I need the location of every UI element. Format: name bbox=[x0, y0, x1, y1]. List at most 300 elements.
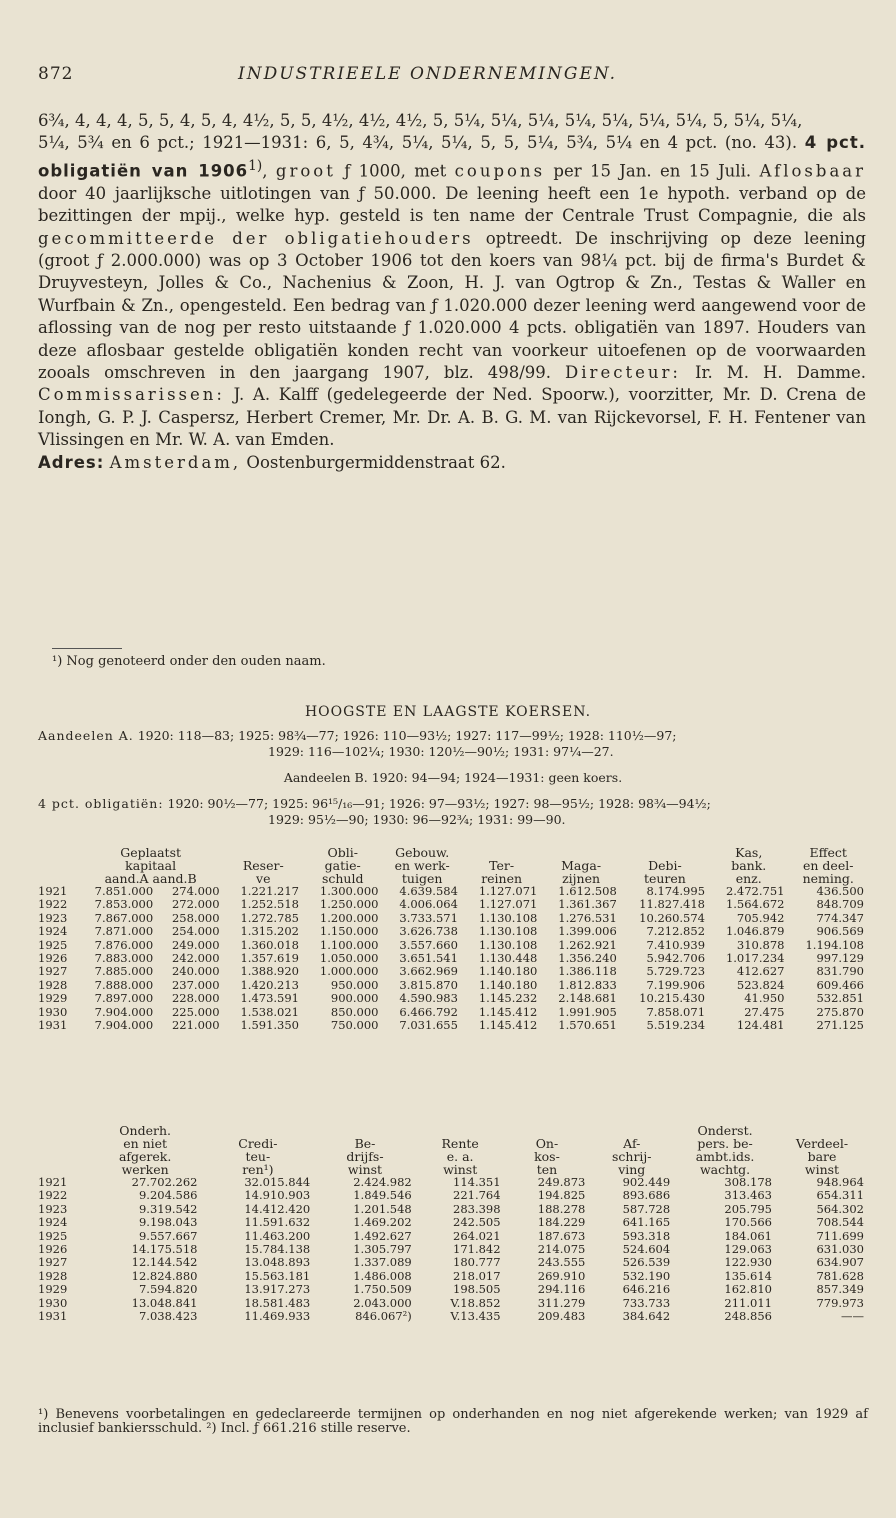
koersen-a-label: Aandeelen A. bbox=[38, 728, 134, 743]
results-cell: 733.733 bbox=[622, 1295, 671, 1310]
balance-row bbox=[38, 898, 868, 911]
balance-cell: 848.709 bbox=[816, 897, 864, 912]
results-column-header: ving bbox=[618, 1162, 646, 1177]
results-column-header: Af- bbox=[623, 1136, 641, 1151]
balance-cell: 1.145.412 bbox=[478, 1018, 538, 1033]
results-row bbox=[38, 1256, 868, 1269]
results-row bbox=[38, 1243, 868, 1256]
results-cell: 781.628 bbox=[816, 1268, 864, 1283]
results-column-header: winst bbox=[347, 1162, 383, 1177]
results-row bbox=[38, 1270, 868, 1283]
results-column-header: bare bbox=[807, 1149, 837, 1164]
balance-column-header: reinen bbox=[481, 871, 523, 886]
balance-cell: 997.129 bbox=[816, 951, 864, 966]
balance-cell: 2.148.681 bbox=[558, 991, 617, 1006]
balance-year-cell: 1927 bbox=[38, 964, 68, 979]
results-cell: 7.038.423 bbox=[138, 1309, 198, 1324]
balance-cell: 27.475 bbox=[744, 1004, 785, 1019]
balance-cell: 228.000 bbox=[171, 991, 220, 1006]
koersen-obl-label: 4 pct. obligatiën: bbox=[38, 796, 164, 811]
balance-cell: 7.858.071 bbox=[646, 1004, 706, 1019]
balance-cell: 1.127.071 bbox=[478, 897, 538, 912]
balance-column-header: ve bbox=[256, 871, 271, 886]
results-cell: 187.673 bbox=[537, 1228, 586, 1243]
balance-cell: 7.212.852 bbox=[646, 924, 706, 939]
results-cell: 15.784.138 bbox=[244, 1242, 311, 1257]
results-column-header bbox=[38, 1150, 89, 1163]
balance-cell: 609.466 bbox=[816, 977, 864, 992]
balance-cell: 1.360.018 bbox=[240, 937, 299, 952]
results-cell: 135.614 bbox=[724, 1268, 772, 1283]
balance-column-header: Reser- bbox=[242, 858, 284, 873]
balance-cell: 1.017.234 bbox=[725, 951, 785, 966]
balance-cell: 3.815.870 bbox=[399, 977, 458, 992]
results-row bbox=[38, 1203, 868, 1216]
results-year-cell: 1927 bbox=[38, 1255, 68, 1270]
balance-cell: 532.851 bbox=[816, 991, 864, 1006]
balance-row bbox=[38, 1019, 868, 1032]
running-title: INDUSTRIEELE ONDERNEMINGEN. bbox=[238, 64, 618, 84]
results-cell: 9.557.667 bbox=[138, 1228, 198, 1243]
balance-cell: 1.250.000 bbox=[319, 897, 379, 912]
balance-cell: 7.851.000 bbox=[94, 884, 154, 898]
bond-text-1: ƒ 1000, met bbox=[335, 161, 455, 181]
results-cell: 283.398 bbox=[453, 1201, 501, 1216]
results-cell: 1.750.509 bbox=[353, 1282, 412, 1297]
results-row bbox=[38, 1283, 868, 1296]
balance-cell: 7.867.000 bbox=[94, 910, 154, 925]
results-column-header: ten bbox=[536, 1162, 558, 1177]
balance-year-cell: 1922 bbox=[38, 897, 68, 912]
balance-cell: 523.824 bbox=[736, 977, 785, 992]
balance-year-cell: 1925 bbox=[38, 937, 68, 952]
balance-cell: 7.883.000 bbox=[94, 951, 154, 966]
dividend-line-2-text: 5¼, 5¾ en 6 pct.; 1921—1931: 6, 5, 4¾, 5¼, 5¼, 5, 5, 5¼, 5¾, 5¼ en 4 pct. (no. 43). bbox=[38, 133, 798, 153]
results-cell: 184.229 bbox=[537, 1215, 586, 1230]
balance-column-header: Gebouw. bbox=[395, 845, 450, 860]
results-cell: 1.337.089 bbox=[353, 1255, 412, 1270]
results-cell: 711.699 bbox=[816, 1228, 864, 1243]
balance-column-header: aand.A aand.B bbox=[104, 871, 197, 886]
results-table-body bbox=[38, 1176, 868, 1323]
results-row bbox=[38, 1230, 868, 1243]
koersen-obl-values-1: 1920: 90½—77; 1925: 96¹⁵/₁₆—91; 1926: 97—93½; 1927: 98—95½; 1928: 98¾—94½; bbox=[163, 796, 711, 811]
results-column-header: Be- bbox=[354, 1136, 376, 1151]
results-cell: 32.015.844 bbox=[244, 1175, 311, 1189]
results-cell: 15.563.181 bbox=[244, 1268, 311, 1283]
results-table bbox=[38, 1124, 868, 1323]
balance-column-header: schuld bbox=[321, 871, 364, 886]
balance-cell: 6.466.792 bbox=[399, 1004, 458, 1019]
koersen-obl-values-2: 1929: 95½—90; 1930: 96—92¾; 1931: 99—90. bbox=[268, 812, 566, 827]
results-column-header: ren¹) bbox=[242, 1162, 274, 1177]
results-cell: 646.216 bbox=[622, 1282, 671, 1297]
balance-cell: 1.399.006 bbox=[558, 924, 617, 939]
results-column-header bbox=[38, 1137, 89, 1150]
results-cell: 311.279 bbox=[537, 1295, 586, 1310]
balance-cell: 850.000 bbox=[330, 1004, 379, 1019]
results-cell: 11.469.933 bbox=[244, 1309, 311, 1324]
commissarissen-label: Commissarissen: bbox=[38, 385, 225, 405]
balance-column-header: Kas, bbox=[735, 845, 763, 860]
balance-cell: 1.812.833 bbox=[558, 977, 617, 992]
balance-cell: 8.174.995 bbox=[646, 884, 706, 898]
balance-year-cell: 1923 bbox=[38, 910, 68, 925]
results-cell: —— bbox=[841, 1309, 864, 1324]
koersen-a-values-1: 1920: 118—83; 1925: 98¾—77; 1926: 110—93½; 1927: 117—99½; 1928: 110½—97; bbox=[133, 728, 677, 743]
results-cell: 214.075 bbox=[537, 1242, 586, 1257]
balance-row bbox=[38, 992, 868, 1005]
bond-heading: 4 pct. obligatiën van 1906 bbox=[38, 133, 866, 181]
balance-column-header: teuren bbox=[643, 871, 686, 886]
results-row bbox=[38, 1297, 868, 1310]
results-cell: 1.486.008 bbox=[353, 1268, 412, 1283]
results-cell: 12.144.542 bbox=[131, 1255, 198, 1270]
balance-cell: 7.031.655 bbox=[399, 1018, 458, 1033]
results-cell: 14.175.518 bbox=[131, 1242, 198, 1257]
balance-cell: 1.388.920 bbox=[240, 964, 299, 979]
bond-text-3: door 40 jaarlijksche uitlotingen van ƒ 50.000. De leening heeft een 1e hypoth. verband op de bezittingen der mpij., welke hyp. gesteld is ten name der Centrale Trust Compagnie, die als bbox=[38, 183, 866, 226]
results-cell: 242.505 bbox=[453, 1215, 501, 1230]
results-year-cell: 1922 bbox=[38, 1188, 68, 1203]
balance-table-body bbox=[38, 885, 868, 1032]
results-row bbox=[38, 1310, 868, 1323]
results-cell: 218.017 bbox=[453, 1268, 501, 1283]
balance-row bbox=[38, 925, 868, 938]
results-cell: 14.910.903 bbox=[244, 1188, 311, 1203]
balance-column-header: kapitaal bbox=[125, 858, 177, 873]
balance-cell: 5.519.234 bbox=[646, 1018, 706, 1033]
balance-cell: 1.473.591 bbox=[240, 991, 299, 1006]
results-cell: 269.910 bbox=[537, 1268, 586, 1283]
results-cell: 948.964 bbox=[816, 1175, 864, 1189]
results-cell: 12.824.880 bbox=[131, 1268, 198, 1283]
commissarissen-text: J. A. Kalff (gedelegeerde der Ned. Spoorw.), voorzitter, Mr. D. Crena de Iongh, G. P. J. Caspersz, Herbert Cremer, Mr. Dr. A. B. G. M. van Rijckevorsel, F. H. Fentener van Vlissingen en Mr. W. A. van Emden. bbox=[38, 385, 866, 450]
balance-cell: 7.199.906 bbox=[646, 977, 706, 992]
results-cell: 14.412.420 bbox=[244, 1201, 311, 1216]
balance-cell: 1.570.651 bbox=[558, 1018, 617, 1033]
balance-cell: 310.878 bbox=[736, 937, 785, 952]
results-cell: 27.702.262 bbox=[131, 1175, 198, 1189]
balance-table bbox=[38, 846, 868, 1032]
balance-cell: 906.569 bbox=[816, 924, 864, 939]
results-cell: 9.319.542 bbox=[138, 1201, 198, 1216]
results-year-cell: 1925 bbox=[38, 1228, 68, 1243]
results-cell: 249.873 bbox=[537, 1175, 586, 1189]
results-cell: 9.204.586 bbox=[138, 1188, 198, 1203]
results-cell: 384.642 bbox=[622, 1309, 671, 1324]
results-cell: 893.686 bbox=[622, 1188, 671, 1203]
results-cell: 294.116 bbox=[537, 1282, 586, 1297]
results-column-header: schrij- bbox=[611, 1149, 652, 1164]
results-cell: 194.825 bbox=[537, 1188, 586, 1203]
balance-cell: 3.662.969 bbox=[399, 964, 458, 979]
balance-cell: 7.888.000 bbox=[94, 977, 154, 992]
koersen-a-values-2: 1929: 116—102¼; 1930: 120½—90½; 1931: 97¼—27. bbox=[268, 744, 614, 759]
balance-cell: 7.904.000 bbox=[94, 1004, 154, 1019]
results-cell: 171.842 bbox=[453, 1242, 501, 1257]
results-column-header: On- bbox=[535, 1136, 559, 1151]
balance-cell: 237.000 bbox=[171, 977, 220, 992]
company-description bbox=[38, 110, 866, 474]
balance-cell: 1.050.000 bbox=[319, 951, 379, 966]
results-cell: 634.907 bbox=[816, 1255, 864, 1270]
results-column-header: wachtg. bbox=[699, 1162, 751, 1177]
bond-text-2: per 15 Jan. en 15 Juli. bbox=[545, 161, 760, 181]
balance-cell: 831.790 bbox=[816, 964, 864, 979]
results-year-cell: 1923 bbox=[38, 1201, 68, 1216]
results-cell: 184.061 bbox=[724, 1228, 772, 1243]
results-cell: 308.178 bbox=[724, 1175, 772, 1189]
balance-cell: 5.729.723 bbox=[646, 964, 706, 979]
balance-column-header: tuigen bbox=[401, 871, 443, 886]
results-column-header: drijfs- bbox=[346, 1149, 384, 1164]
balance-cell: 1.140.180 bbox=[478, 977, 538, 992]
results-cell: 13.048.893 bbox=[244, 1255, 311, 1270]
balance-column-header: Effect bbox=[809, 845, 847, 860]
results-cell: 243.555 bbox=[537, 1255, 586, 1270]
balance-cell: 1.145.412 bbox=[478, 1004, 538, 1019]
results-cell: 170.566 bbox=[724, 1215, 772, 1230]
results-cell: 2.424.982 bbox=[353, 1175, 412, 1189]
results-cell: 902.449 bbox=[622, 1175, 671, 1189]
balance-cell: 1.130.108 bbox=[478, 937, 538, 952]
balance-cell: 271.125 bbox=[816, 1018, 864, 1033]
balance-row bbox=[38, 1006, 868, 1019]
results-cell: V.13.435 bbox=[450, 1309, 501, 1324]
balance-cell: 10.215.430 bbox=[639, 991, 706, 1006]
results-cell: 221.764 bbox=[453, 1188, 501, 1203]
balance-cell: 900.000 bbox=[330, 991, 379, 1006]
balance-cell: 436.500 bbox=[816, 884, 864, 898]
results-column-header: teu- bbox=[245, 1149, 271, 1164]
results-cell: 264.021 bbox=[453, 1228, 501, 1243]
results-column-header: Credi- bbox=[238, 1136, 278, 1151]
balance-cell: 774.347 bbox=[816, 910, 864, 925]
balance-cell: 7.885.000 bbox=[94, 964, 154, 979]
results-cell: 13.048.841 bbox=[131, 1295, 198, 1310]
results-cell: 857.349 bbox=[816, 1282, 864, 1297]
results-year-cell: 1924 bbox=[38, 1215, 68, 1230]
balance-cell: 249.000 bbox=[171, 937, 220, 952]
balance-cell: 1.276.531 bbox=[558, 910, 617, 925]
balance-year-cell: 1930 bbox=[38, 1004, 68, 1019]
balance-year-cell: 1929 bbox=[38, 991, 68, 1006]
results-cell: 209.483 bbox=[537, 1309, 586, 1324]
balance-cell: 1.200.000 bbox=[319, 910, 379, 925]
balance-row bbox=[38, 912, 868, 925]
balance-year-cell: 1921 bbox=[38, 884, 68, 898]
results-column-header: pers. be- bbox=[697, 1136, 753, 1151]
balance-cell: 225.000 bbox=[171, 1004, 220, 1019]
balance-cell: 1.564.672 bbox=[725, 897, 785, 912]
balance-cell: 1.252.518 bbox=[240, 897, 299, 912]
results-cell: V.18.852 bbox=[450, 1295, 501, 1310]
balance-cell: 2.472.751 bbox=[725, 884, 785, 898]
results-cell: 188.278 bbox=[537, 1201, 586, 1216]
balance-cell: 10.260.574 bbox=[639, 910, 706, 925]
bond-heading-footnote-ref: 1) bbox=[248, 157, 263, 174]
gecommitteerde-label: gecommitteerde der obligatiehouders bbox=[38, 228, 474, 248]
koersen-b-line: Aandeelen B. 1920: 94—94; 1924—1931: geen koers. bbox=[283, 770, 623, 785]
koersen-a-line-1 bbox=[38, 728, 868, 744]
results-year-cell: 1928 bbox=[38, 1268, 68, 1283]
coupons-label: coupons bbox=[454, 161, 546, 181]
balance-row bbox=[38, 939, 868, 952]
balance-column-header: Geplaatst bbox=[120, 845, 182, 860]
results-cell: 248.856 bbox=[724, 1309, 772, 1324]
koersen-obl-line-2 bbox=[38, 812, 868, 828]
results-column-header: Onderst. bbox=[697, 1123, 753, 1138]
results-cell: 1.201.548 bbox=[353, 1201, 412, 1216]
balance-cell: 1.194.108 bbox=[805, 937, 864, 952]
balance-cell: 4.006.064 bbox=[399, 897, 458, 912]
results-column-header: ambt.ids. bbox=[695, 1149, 755, 1164]
balance-column-header: enz. bbox=[735, 871, 762, 886]
balance-cell: 412.627 bbox=[736, 964, 785, 979]
address-line bbox=[38, 452, 866, 474]
balance-cell: 3.557.660 bbox=[399, 937, 458, 952]
results-cell: 18.581.483 bbox=[244, 1295, 311, 1310]
balance-cell: 1.272.785 bbox=[240, 910, 299, 925]
balance-cell: 254.000 bbox=[171, 924, 220, 939]
results-year-cell: 1929 bbox=[38, 1282, 68, 1297]
results-cell: 205.795 bbox=[724, 1201, 772, 1216]
balance-cell: 7.876.000 bbox=[94, 937, 154, 952]
results-cell: 9.198.043 bbox=[138, 1215, 198, 1230]
balance-cell: 1.612.508 bbox=[558, 884, 617, 898]
balance-cell: 1.386.118 bbox=[558, 964, 617, 979]
balance-column-header: Maga- bbox=[561, 858, 602, 873]
balance-year-cell: 1931 bbox=[38, 1018, 68, 1033]
balance-row bbox=[38, 965, 868, 978]
results-cell: 198.505 bbox=[453, 1282, 501, 1297]
balance-cell: 4.639.584 bbox=[399, 884, 458, 898]
results-cell: 129.063 bbox=[724, 1242, 772, 1257]
results-column-header: Verdeel- bbox=[795, 1136, 849, 1151]
results-cell: 313.463 bbox=[724, 1188, 772, 1203]
balance-cell: 1.361.367 bbox=[558, 897, 617, 912]
balance-cell: 950.000 bbox=[330, 977, 379, 992]
balance-cell: 258.000 bbox=[171, 910, 220, 925]
groot-label: groot bbox=[275, 161, 336, 181]
results-cell: 587.728 bbox=[622, 1201, 671, 1216]
balance-cell: 7.904.000 bbox=[94, 1018, 154, 1033]
balance-cell: 4.590.983 bbox=[399, 991, 458, 1006]
page-number: 872 bbox=[38, 64, 74, 84]
bond-text-4: optreedt. De inschrijving op deze leening (groot ƒ 2.000.000) was op 3 October 1906 tot den koers van 98¼ pct. bij de firma's Burdet & Druyvesteyn, Jolles & Co., Nachenius & Zoon, H. J. van Ogtrop & Zn., Testas & Waller en Wurfbain & Zn., opengesteld. Een bedrag van ƒ 1.020.000 dezer leening werd aangewend voor de aflossing van de nog per resto uitstaande ƒ 1.020.000 4 pcts. obligatiën van 1897. Houders van deze aflosbaar gestelde obligatiën konden recht van voorkeur uitoefenen op de voorwaarden zooals omschreven in den jaargang 1907, blz. 498/99. bbox=[38, 228, 866, 382]
balance-cell: 1.046.879 bbox=[725, 924, 785, 939]
balance-column-header bbox=[38, 846, 78, 859]
results-column-header: winst bbox=[443, 1162, 478, 1177]
results-cell: 162.810 bbox=[724, 1282, 772, 1297]
balance-cell: 1.140.180 bbox=[478, 964, 538, 979]
balance-cell: 1.538.021 bbox=[240, 1004, 299, 1019]
results-column-header: e. a. bbox=[446, 1149, 474, 1164]
dividend-line-1: 6¾, 4, 4, 4, 5, 5, 4, 5, 4, 4½, 5, 5, 4½, 4½, 4½, 5, 5¼, 5¼, 5¼, 5¼, 5¼, 5¼, 5¼, 5, 5¼, 5¼, bbox=[38, 111, 803, 130]
results-cell: 122.930 bbox=[724, 1255, 772, 1270]
results-cell: 7.594.820 bbox=[138, 1282, 198, 1297]
balance-cell: 11.827.418 bbox=[639, 897, 706, 912]
footnote-divider bbox=[52, 648, 122, 649]
balance-cell: 1.000.000 bbox=[319, 964, 379, 979]
aflosbaar-label: Aflosbaar bbox=[759, 161, 867, 181]
balance-cell: 41.950 bbox=[744, 991, 785, 1006]
balance-cell: 272.000 bbox=[171, 897, 220, 912]
balance-cell: 7.853.000 bbox=[94, 897, 154, 912]
balance-cell: 1.100.000 bbox=[319, 937, 379, 952]
balance-row bbox=[38, 952, 868, 965]
balance-year-cell: 1924 bbox=[38, 924, 68, 939]
results-cell: 708.544 bbox=[816, 1215, 864, 1230]
results-column-header: Rente bbox=[441, 1136, 479, 1151]
results-year-cell: 1926 bbox=[38, 1242, 68, 1257]
balance-year-cell: 1926 bbox=[38, 951, 68, 966]
results-column-header: werken bbox=[121, 1162, 169, 1177]
balance-row bbox=[38, 979, 868, 992]
balance-cell: 1.145.232 bbox=[478, 991, 538, 1006]
balance-year-cell: 1928 bbox=[38, 977, 68, 992]
balance-column-header: gatie- bbox=[324, 858, 361, 873]
balance-cell: 7.897.000 bbox=[94, 991, 154, 1006]
results-cell: 532.190 bbox=[622, 1268, 671, 1283]
results-row bbox=[38, 1176, 868, 1189]
koersen-obl-line-1 bbox=[38, 796, 868, 812]
footnote-2: ¹) Benevens voorbetalingen en gedeclareerde termijnen op onderhanden en nog niet afgerekende werken; van 1929 af inclusief bankiersschuld. ²) Incl. ƒ 661.216 stille reserve. bbox=[38, 1407, 868, 1436]
balance-cell: 1.300.000 bbox=[319, 884, 379, 898]
results-year-cell: 1931 bbox=[38, 1309, 68, 1324]
results-cell: 1.492.627 bbox=[353, 1228, 412, 1243]
balance-column-header: Ter- bbox=[489, 858, 515, 873]
results-cell: 1.305.797 bbox=[353, 1242, 412, 1257]
balance-cell: 1.130.108 bbox=[478, 924, 538, 939]
adres-label: Adres: bbox=[38, 452, 105, 472]
results-cell: 2.043.000 bbox=[353, 1295, 412, 1310]
balance-cell: 1.357.619 bbox=[240, 951, 299, 966]
balance-column-header: neming. bbox=[802, 871, 854, 886]
results-table-head bbox=[38, 1124, 868, 1176]
results-cell: 846.067²) bbox=[355, 1309, 412, 1324]
balance-cell: 750.000 bbox=[330, 1018, 379, 1033]
balance-cell: 242.000 bbox=[171, 951, 220, 966]
balance-cell: 1.591.350 bbox=[240, 1018, 299, 1033]
footnote-1: ¹) Nog genoteerd onder den ouden naam. bbox=[52, 654, 326, 669]
results-cell: 211.011 bbox=[724, 1295, 772, 1310]
balance-column-header: Obli- bbox=[327, 845, 358, 860]
balance-cell: 5.942.706 bbox=[646, 951, 706, 966]
koersen-title: HOOGSTE EN LAAGSTE KOERSEN. bbox=[304, 704, 592, 720]
results-row bbox=[38, 1189, 868, 1202]
results-year-cell: 1921 bbox=[38, 1175, 68, 1189]
results-cell: 1.849.546 bbox=[353, 1188, 412, 1203]
balance-cell: 1.130.108 bbox=[478, 910, 538, 925]
results-cell: 564.302 bbox=[816, 1201, 864, 1216]
balance-cell: 274.000 bbox=[171, 884, 220, 898]
balance-cell: 240.000 bbox=[171, 964, 220, 979]
results-cell: 180.777 bbox=[453, 1255, 501, 1270]
adres-street: Oostenburgermiddenstraat 62. bbox=[241, 452, 506, 472]
results-cell: 11.591.632 bbox=[244, 1215, 311, 1230]
results-column-header: en niet bbox=[123, 1136, 168, 1151]
balance-cell: 7.871.000 bbox=[94, 924, 154, 939]
balance-cell: 221.000 bbox=[171, 1018, 220, 1033]
balance-column-header: zijnen bbox=[562, 871, 601, 886]
page-header bbox=[38, 64, 858, 90]
balance-cell: 1.150.000 bbox=[319, 924, 379, 939]
results-cell: 13.917.273 bbox=[244, 1282, 311, 1297]
balance-column-header: en deel- bbox=[803, 858, 854, 873]
results-column-header: Onderh. bbox=[119, 1123, 171, 1138]
